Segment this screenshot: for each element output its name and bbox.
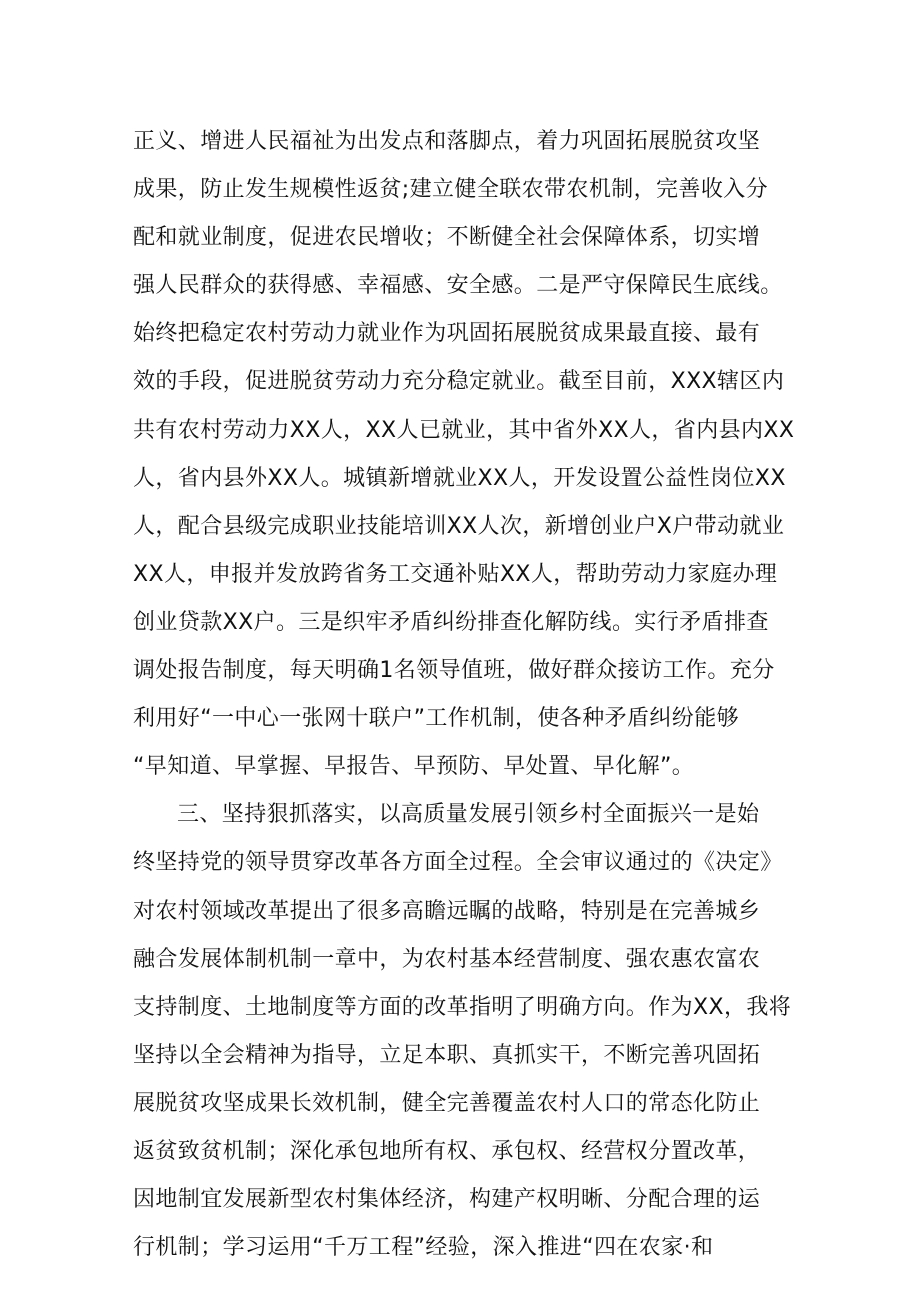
- text-line-19: 支持制度、土地制度等方面的改革指明了明确方向。作为XX，我将: [133, 994, 792, 1020]
- text-line-2: 成果，防止发生规模性返贫;建立健全联农带农机制，完善收入分: [133, 177, 769, 203]
- text-line-24: 行机制；学习运用“千万工程”经验，深入推进“四在农家·和: [133, 1235, 714, 1261]
- text-line-3: 配和就业制度，促进农民增收；不断健全社会保障体系，切实增: [133, 225, 761, 251]
- text-line-20: 坚持以全会精神为指导，立足本职、真抓实干，不断完善巩固拓: [133, 1042, 761, 1068]
- text-line-14: “早知道、早掌握、早报告、早预防、早处置、早化解”。: [133, 754, 695, 780]
- text-line-1: 正义、增进人民福祉为出发点和落脚点，着力巩固拓展脱贫攻坚: [133, 129, 761, 154]
- text-line-10: XX人，申报并发放跨省务工交通补贴XX人，帮助劳动力家庭办理: [133, 561, 778, 587]
- text-line-18: 融合发展体制机制一章中，为农村基本经营制度、强农惠农富农: [133, 946, 761, 972]
- text-line-23: 因地制宜发展新型农村集体经济，构建产权明晰、分配合理的运: [133, 1187, 761, 1213]
- text-line-8: 人，省内县外XX人。城镇新增就业XX人，开发设置公益性岗位XX: [133, 465, 786, 491]
- body-text: [133, 118, 793, 1272]
- text-line-17: 对农村领域改革提出了很多高瞻远瞩的战略，特别是在完善城乡: [133, 898, 761, 924]
- text-line-12: 调处报告制度，每天明确1名领导值班，做好群众接访工作。充分: [133, 658, 775, 684]
- text-line-11: 创业贷款XX户。三是织牢矛盾纠纷排查化解防线。实行矛盾排查: [133, 609, 769, 635]
- text-line-4: 强人民群众的获得感、幸福感、安全感。二是严守保障民生底线。: [133, 273, 783, 299]
- text-line-5: 始终把稳定农村劳动力就业作为巩固拓展脱贫成果最直接、最有: [133, 321, 761, 347]
- text-line-13: 利用好“一中心一张网十联户”工作机制，使各种矛盾纠纷能够: [133, 706, 739, 732]
- text-line-16: 终坚持党的领导贯穿改革各方面全过程。全会审议通过的《决定》: [133, 850, 783, 876]
- text-line-21: 展脱贫攻坚成果长效机制，健全完善覆盖农村人口的常态化防止: [133, 1090, 761, 1116]
- text-line-7: 共有农村劳动力XX人，XX人已就业，其中省外XX人，省内县内XX: [133, 417, 795, 443]
- text-line-22: 返贫致贫机制；深化承包地所有权、承包权、经营权分置改革，: [133, 1138, 761, 1164]
- text-line-6: 效的手段，促进脱贫劳动力充分稳定就业。截至目前，XXX辖区内: [133, 369, 785, 395]
- text-line-9: 人，配合县级完成职业技能培训XX人次，新增创业户X户带动就业: [133, 513, 785, 539]
- paragraph-heading-line: 三、坚持狠抓落实，以高质量发展引领乡村全面振兴一是始: [177, 802, 760, 828]
